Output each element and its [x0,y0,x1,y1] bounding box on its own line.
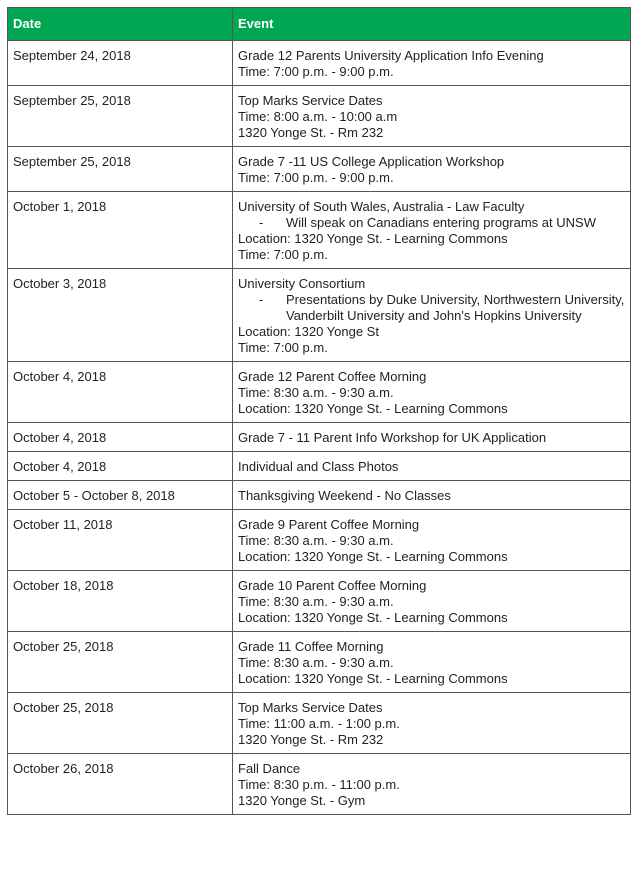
event-detail: Time: 8:30 a.m. - 9:30 a.m. [238,655,394,670]
table-row [8,510,631,571]
event-title: Grade 7 - 11 Parent Info Workshop for UK Application [238,430,547,445]
event-cell [233,632,631,693]
event-title: Thanksgiving Weekend - No Classes [238,488,451,503]
event-bullet [238,215,625,231]
event-cell [233,510,631,571]
event-title: Top Marks Service Dates [238,93,383,108]
event-bullet-text: Presentations by Duke University, Northwestern University, Vanderbilt University and John's Hopkins University [286,292,625,323]
event-cell [233,754,631,815]
event-detail: Time: 8:00 a.m. - 10:00 a.m [238,109,398,124]
table-row [8,481,631,510]
event-detail: 1320 Yonge St. - Rm 232 [238,125,384,140]
event-title: Grade 10 Parent Coffee Morning [238,578,427,593]
dash-bullet-icon: - [259,292,264,307]
event-detail: Location: 1320 Yonge St. - Learning Commons [238,610,508,625]
event-detail: Time: 11:00 a.m. - 1:00 p.m. [238,716,400,731]
event-detail: Location: 1320 Yonge St [238,324,379,339]
event-cell [233,481,631,510]
event-title: Grade 9 Parent Coffee Morning [238,517,420,532]
event-detail: Location: 1320 Yonge St. - Learning Commons [238,401,508,416]
event-cell [233,693,631,754]
event-title: Grade 7 -11 US College Application Workshop [238,154,505,169]
event-cell [233,423,631,452]
header-row [8,8,631,41]
table-row [8,192,631,269]
event-detail: Location: 1320 Yonge St. - Learning Commons [238,671,508,686]
events-table [7,7,631,815]
event-title: University of South Wales, Australia - Law Faculty [238,199,525,214]
table-header [8,8,631,41]
table-row [8,452,631,481]
date-column-header: Date [8,8,233,41]
table-row [8,571,631,632]
event-title: Fall Dance [238,761,301,776]
event-detail: Time: 7:00 p.m. - 9:00 p.m. [238,64,394,79]
event-bullet [238,292,625,324]
date-cell: September 25, 2018 [8,86,233,147]
date-cell: October 4, 2018 [8,452,233,481]
table-row [8,693,631,754]
event-title: Individual and Class Photos [238,459,399,474]
event-title: Top Marks Service Dates [238,700,383,715]
date-cell: October 26, 2018 [8,754,233,815]
event-cell [233,86,631,147]
event-title: Grade 12 Parents University Application Info Evening [238,48,544,63]
event-title: Grade 12 Parent Coffee Morning [238,369,427,384]
table-row [8,632,631,693]
event-cell [233,269,631,362]
table-row [8,423,631,452]
event-detail: Time: 8:30 a.m. - 9:30 a.m. [238,594,394,609]
date-cell: September 24, 2018 [8,41,233,86]
table-row [8,86,631,147]
event-detail: 1320 Yonge St. - Gym [238,793,366,808]
event-cell [233,571,631,632]
date-cell: October 5 - October 8, 2018 [8,481,233,510]
event-detail: 1320 Yonge St. - Rm 232 [238,732,384,747]
table-row [8,362,631,423]
event-detail: Time: 8:30 a.m. - 9:30 a.m. [238,533,394,548]
date-cell: October 11, 2018 [8,510,233,571]
date-cell: October 18, 2018 [8,571,233,632]
event-bullet-text: Will speak on Canadians entering programs at UNSW [286,215,596,230]
date-cell: October 1, 2018 [8,192,233,269]
event-cell [233,452,631,481]
date-cell: October 4, 2018 [8,423,233,452]
event-cell [233,147,631,192]
event-cell [233,41,631,86]
event-detail: Location: 1320 Yonge St. - Learning Commons [238,549,508,564]
table-row [8,41,631,86]
date-cell: October 4, 2018 [8,362,233,423]
event-detail: Time: 7:00 p.m. [238,247,328,262]
event-title: University Consortium [238,276,366,291]
table-row [8,147,631,192]
event-title: Grade 11 Coffee Morning [238,639,384,654]
event-cell [233,362,631,423]
event-detail: Time: 7:00 p.m. [238,340,328,355]
event-detail: Time: 7:00 p.m. - 9:00 p.m. [238,170,394,185]
table-row [8,269,631,362]
dash-bullet-icon: - [259,215,264,230]
date-cell: September 25, 2018 [8,147,233,192]
date-cell: October 3, 2018 [8,269,233,362]
event-detail: Time: 8:30 p.m. - 11:00 p.m. [238,777,400,792]
event-detail: Location: 1320 Yonge St. - Learning Commons [238,231,508,246]
table-body [8,41,631,815]
date-cell: October 25, 2018 [8,693,233,754]
event-cell [233,192,631,269]
date-cell: October 25, 2018 [8,632,233,693]
event-column-header: Event [233,8,631,41]
event-detail: Time: 8:30 a.m. - 9:30 a.m. [238,385,394,400]
table-row [8,754,631,815]
